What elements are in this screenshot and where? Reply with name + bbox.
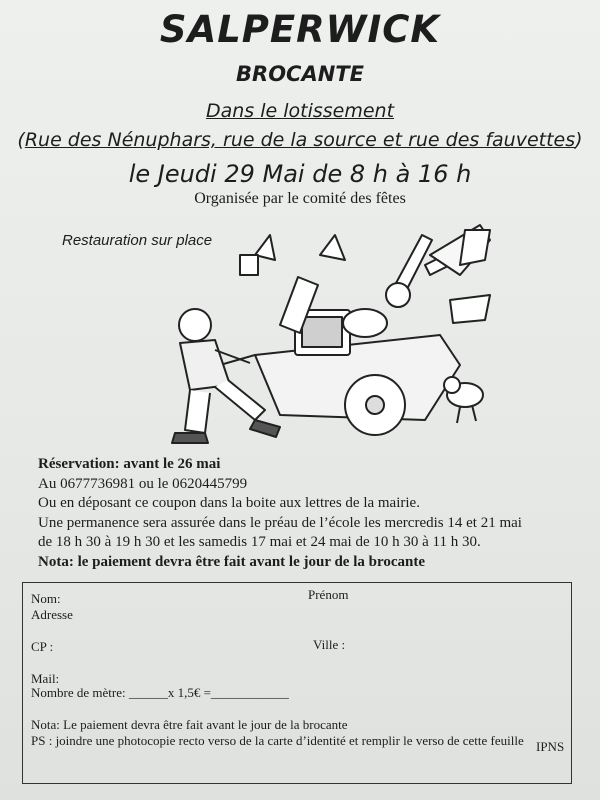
reservation-phones: Au 0677736981 ou le 0620445799 — [38, 475, 248, 492]
date-line: le Jeudi 29 Mai de 8 h à 16 h — [128, 160, 472, 188]
payment-note: Nota: le paiement devra être fait avant le jour de la brocante — [38, 553, 426, 570]
town-title: SALPERWICK — [159, 8, 441, 51]
reservation-deadline: Réservation: avant le 26 mai — [38, 456, 221, 472]
mail-label: Mail: — [31, 671, 60, 686]
coupon-ps: PS : joindre une photocopie recto verso de la carte d’identité et remplir le verso de cette feuille — [31, 733, 524, 748]
nom-label: Nom: — [31, 591, 61, 606]
coupon-nota: Nota: Le paiement devra être fait avant le jour de la brocante — [31, 717, 348, 732]
streets-line — [0, 129, 600, 151]
streets-text: Rue des Nénuphars, rue de la source et rue des fauvettes — [24, 129, 576, 151]
streets-close-paren: ) — [575, 129, 583, 151]
registration-coupon — [22, 582, 572, 784]
reservation-info — [38, 455, 522, 572]
ville-label: Ville : — [313, 637, 346, 652]
cart-illustration — [160, 215, 510, 460]
permanence-line-1: Une permanence sera assurée dans le préau de l’école les mercredis 14 et 21 mai — [38, 514, 522, 531]
prenom-label: Prénom — [308, 587, 349, 602]
restoration-text: Restauration sur place — [62, 232, 213, 249]
permanence-line-2: de 18 h 30 à 19 h 30 et les samedis 17 mai et 24 mai de 10 h 30 à 11 h 30. — [38, 534, 481, 550]
event-title: BROCANTE — [236, 62, 364, 86]
ipns-label: IPNS — [536, 739, 565, 754]
streets-open-paren: ( — [17, 129, 25, 151]
location-line: Dans le lotissement — [205, 100, 395, 122]
organizer-line: Organisée par le comité des fêtes — [194, 190, 406, 207]
cp-label: CP : — [31, 639, 54, 654]
reservation-coupon: Ou en déposant ce coupon dans la boite aux lettres de la mairie. — [38, 495, 420, 511]
metres-line: Nombre de mètre: ______x 1,5€ =____________ — [31, 685, 289, 700]
adresse-label: Adresse — [31, 607, 73, 622]
